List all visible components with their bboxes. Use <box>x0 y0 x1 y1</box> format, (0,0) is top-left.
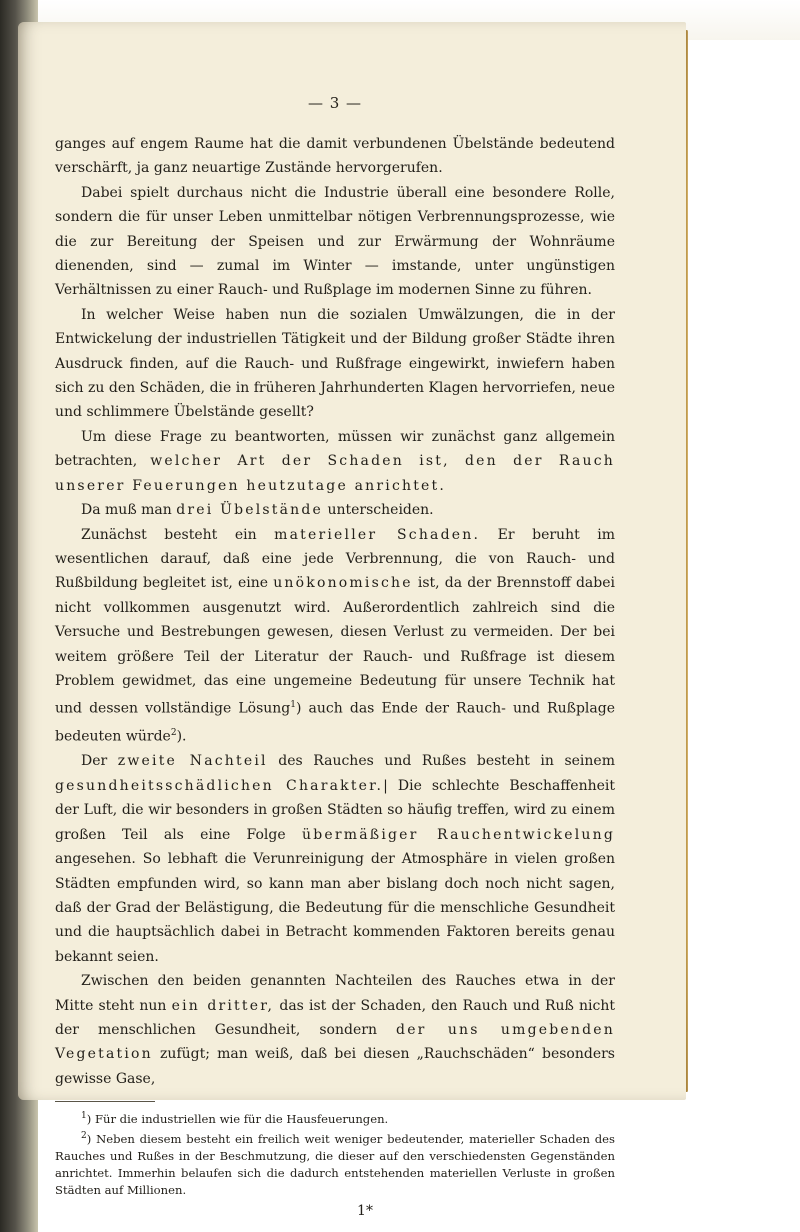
paragraph-7 <box>55 749 615 969</box>
footnote-rule <box>55 1101 155 1102</box>
page-text <box>55 94 615 1219</box>
paragraph-6-spaced-a: materieller Schaden. <box>274 526 481 543</box>
paragraph-6: Zunächst besteht ein materieller Schaden. Er beruht im wesentlichen darauf, daß eine jede Verbrennung, die von Rauch- und Rußbildung begleitet ist, eine unökonomische ist, da der Brennstoff dabei nicht vollkommen ausgenutzt wird. Außerordentlich zahlreich sind die Versuche und Bestrebungen gewesen, diesen Verlust zu vermeiden. Der bei weitem größere Teil der Literatur der Rauch- und Rußfrage ist diesem Problem gewidmet, das eine ungemeine Bedeutung für unsere Technik hat und dessen vollständige Lösung$^1$) auch das Ende der Rauch- und Rußplage bedeuten würde$^2$). <box>55 526 615 746</box>
paragraph-2-text: Dabei spielt durchaus nicht die Industrie überall eine besondere Rolle, sondern die für unser Leben unmittelbar nötigen Verbrennungsprozesse, wie die zur Bereitung der Speisen und zur Erwärmung der Wohnräume dienenden, sind — zumal im Winter — imstande, unter ungünstigen Verhältnissen zu einer Rauch- und Rußplage im modernen Sinne zu führen. <box>55 184 615 299</box>
paragraph-6-text-d: auch das Ende der Rauch- und Rußplage bedeuten würde <box>55 701 615 746</box>
paragraph-7-spaced-b: gesundheitsschädlichen Charakter. <box>55 777 384 794</box>
paragraph-5 <box>55 498 615 522</box>
paragraph-6-text-a: Zunächst besteht ein <box>81 526 275 543</box>
paragraph-5-spaced: drei Übelstände <box>176 502 324 519</box>
footnote-2 <box>55 1128 615 1199</box>
paragraph-2 <box>55 181 615 303</box>
paragraph-7-text-b: des Rauches und Rußes besteht in seinem <box>267 753 615 770</box>
paragraph-7-text-d: angesehen. So lebhaft die Verunreinigung der Atmosphäre in vielen großen Städten empfunden wird, so kann man aber bislang doch noch nicht sagen, daß der Grad der Belästigung, die Bedeutung für die menschliche Gesundheit und die hauptsächlich dabei in Betracht kommenden Faktoren bereits genau bekannt seien. <box>55 851 615 965</box>
paragraph-8 <box>55 969 615 1091</box>
paragraph-7-spaced-a: zweite Nachteil <box>117 753 268 770</box>
paragraph-1 <box>55 132 615 181</box>
footnote-1 <box>55 1108 615 1128</box>
paragraph-4-spaced: welcher Art der Schaden ist, den der Rauch unserer Feuerungen heutzutage anrichtet. <box>55 453 615 494</box>
footnote-2-text: ) Neben diesem besteht ein freilich weit weniger bedeutender, materieller Schaden des Rauches und Rußes in der Beschmutzung, die dieser auf den verschiedensten Gegenständen anrichtet. Immerhin belaufen sich die dadurch entstehenden materiellen Verluste in großen Städten auf Millionen. <box>55 1131 615 1197</box>
paragraph-7-text-c: | Die schlechte Beschaffenheit der Luft, die wir besonders in großen Städten so häufig treffen, wird zu einem großen Teil als eine Folge <box>55 777 615 843</box>
paragraph-3 <box>55 303 615 425</box>
paragraph-8-text-c: zufügt; man weiß, daß bei diesen „Rauchschäden“ besonders gewisse Gase, <box>55 1046 615 1087</box>
paragraph-4-text: Um diese Frage zu beantworten, müssen wir zunächst ganz allgemein betrachten, <box>55 428 615 470</box>
paragraph-6-text-e: . <box>182 729 187 746</box>
footnote-marker-1: 1 <box>290 700 296 711</box>
paragraph-6-text-c: ist, da der Brennstoff dabei nicht vollkommen ausgenutzt wird. Außerordentlich zahlreich sind die Versuche und Bestrebungen gewesen, diesen Verlust zu vermeiden. Der bei weitem größere Teil der Literatur der Rauch- und Rußfrage ist diesem Problem gewidmet, das eine ungemeine Bedeutung für unsere Technik hat und dessen vollständige Lösung <box>55 575 615 717</box>
paragraph-8-spaced-b: der uns umgebenden Vegetation <box>55 1021 615 1063</box>
paragraph-5-text-b: unterscheiden. <box>323 502 434 519</box>
paragraph-4 <box>55 425 615 498</box>
paragraph-8-text-a: Zwischen den beiden genannten Nachteilen des Rauches etwa in der Mitte steht nun <box>55 973 615 1014</box>
paragraph-3-text: In welcher Weise haben nun die sozialen Umwälzungen, die in der Entwickelung der industriellen Tätigkeit und der Bildung großer Städte ihren Ausdruck finden, auf die Rauch- und Rußfrage eingewirkt, inwiefern haben sich zu den Schäden, die in früheren Jahrhunderten Klagen hervorriefen, neue und schlimmere Übelstände gesellt? <box>55 306 615 421</box>
signature-mark: 1* <box>357 1202 373 1219</box>
paragraph-6-spaced-b: unökonomische <box>273 575 413 592</box>
paragraph-7-text-a: Der <box>81 753 118 770</box>
footnote-1-number: 1 <box>81 1111 87 1122</box>
footnote-1-text: ) Für die industriellen wie für die Hausfeuerungen. <box>86 1112 389 1127</box>
paragraph-5-text-a: Da muß man <box>81 502 177 519</box>
paragraph-8-text-b: das ist der Schaden, den Rauch und Ruß nicht der menschlichen Gesundheit, sondern <box>55 997 615 1038</box>
paragraph-6-text-b: Er beruht im wesentlichen darauf, daß eine jede Verbrennung, die von Rauch- und Rußbildung begleitet ist, eine <box>55 526 615 592</box>
paragraph-8-spaced-a: ein dritter, <box>171 997 275 1014</box>
paragraph-7-spaced-c: übermäßiger Rauchentwickelung <box>301 826 615 843</box>
footnote-2-number: 2 <box>81 1131 87 1142</box>
paragraph-1-text: ganges auf engem Raume hat die damit verbundenen Übelstände bedeutend verschärft, ja ganz neuartige Zustände hervorgerufen. <box>55 136 615 177</box>
page-number: — 3 — <box>307 94 363 112</box>
footnote-marker-2: 2 <box>170 728 177 739</box>
